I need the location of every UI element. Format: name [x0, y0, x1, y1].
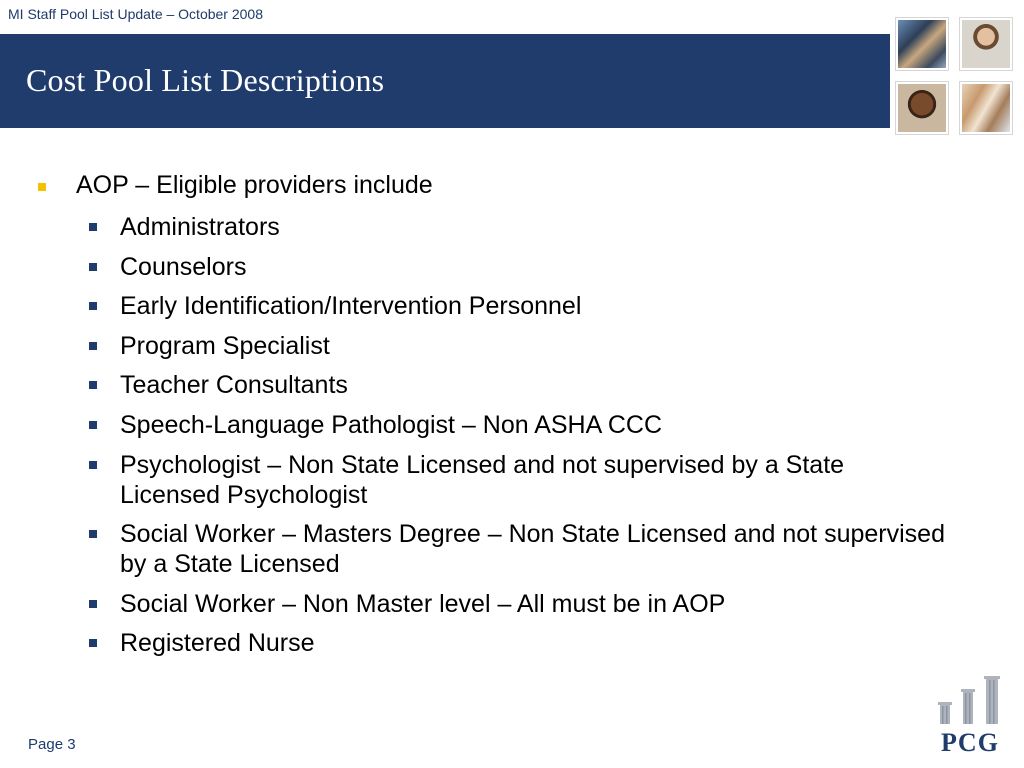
square-bullet-icon [89, 263, 97, 271]
logo-text: PCG [941, 728, 999, 757]
list-item: Program Specialist [0, 331, 950, 361]
list-item: Social Worker – Non Master level – All must be in AOP [0, 589, 950, 619]
pcg-logo [934, 672, 1006, 762]
provider-list [0, 212, 1024, 668]
photo-business-people [896, 18, 948, 70]
photo-woman-smiling [960, 18, 1012, 70]
square-bullet-icon [89, 302, 97, 310]
top-caption: MI Staff Pool List Update – October 2008 [8, 6, 264, 22]
list-item: Social Worker – Masters Degree – Non State Licensed and not supervised by a State Licensed [0, 519, 950, 579]
photo-teacher-child [960, 82, 1012, 134]
list-item: Counselors [0, 252, 950, 282]
list-item: Early Identification/Intervention Personnel [0, 291, 950, 321]
square-bullet-icon [89, 530, 97, 538]
level1-bullet-text: AOP – Eligible providers include [76, 171, 433, 199]
square-bullet-icon [89, 342, 97, 350]
square-bullet-icon [89, 639, 97, 647]
square-bullet-icon [89, 381, 97, 389]
slide-title: Cost Pool List Descriptions [26, 62, 385, 98]
list-item: Speech-Language Pathologist – Non ASHA CCC [0, 410, 950, 440]
square-bullet-icon [38, 183, 46, 191]
square-bullet-icon [89, 600, 97, 608]
list-item: Teacher Consultants [0, 370, 950, 400]
photo-collage [890, 14, 1024, 136]
square-bullet-icon [89, 421, 97, 429]
page-number: Page 3 [28, 736, 76, 753]
square-bullet-icon [89, 223, 97, 231]
photo-man-smiling [896, 82, 948, 134]
list-item: Administrators [0, 212, 950, 242]
square-bullet-icon [89, 461, 97, 469]
title-band [0, 34, 890, 128]
list-item: Registered Nurse [0, 628, 950, 658]
columns-icon [934, 672, 1006, 728]
list-item: Psychologist – Non State Licensed and not supervised by a State Licensed Psychologist [0, 450, 950, 510]
